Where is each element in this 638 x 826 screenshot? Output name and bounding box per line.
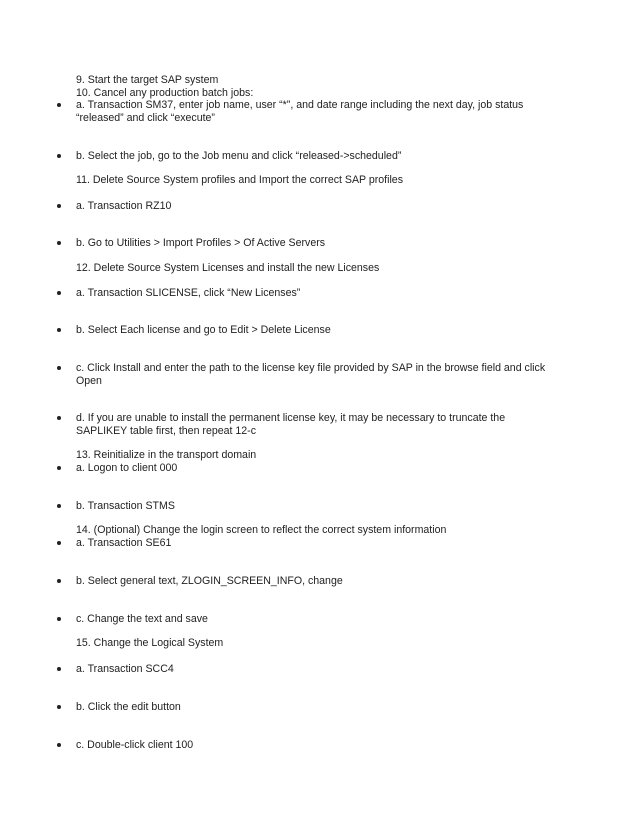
step-12b-item: b. Select Each license and go to Edit > Delete License	[76, 324, 331, 336]
step-15a-item: a. Transaction SCC4	[76, 663, 174, 675]
step-11a-item: a. Transaction RZ10	[76, 200, 172, 212]
bullet-icon	[56, 324, 64, 332]
bullet-icon	[56, 500, 64, 508]
bullet-icon	[56, 613, 64, 621]
bullet-icon	[56, 739, 64, 747]
step-15-heading: 15. Change the Logical System	[76, 637, 224, 649]
bullet-icon	[56, 150, 64, 158]
bullet-icon	[56, 663, 64, 671]
bullet-icon	[56, 362, 64, 370]
step-12d-item: d. If you are unable to install the permanent license key, it may be necessary to truncate the SAPLIKEY table first, then repeat 12-c	[76, 412, 506, 437]
step-14c-item: c. Change the text and save	[76, 613, 208, 625]
step-13a-item: a. Logon to client 000	[76, 462, 178, 474]
step-12c-item: c. Click Install and enter the path to the license key file provided by SAP in the browse field and click Open	[76, 362, 546, 387]
step-11-heading: 11. Delete Source System profiles and Import the correct SAP profiles	[76, 174, 403, 186]
step-10a-item: a. Transaction SM37, enter job name, user “*”, and date range including the next day, job status “released” and click “execute”	[76, 99, 524, 124]
step-15c-item: c. Double-click client 100	[76, 739, 194, 751]
bullet-icon	[56, 412, 64, 420]
bullet-icon	[56, 462, 64, 470]
step-9-heading: 9. Start the target SAP system	[76, 74, 219, 86]
step-14-heading: 14. (Optional) Change the login screen to reflect the correct system information	[76, 524, 447, 536]
bullet-icon	[56, 200, 64, 208]
bullet-icon	[56, 287, 64, 295]
bullet-icon	[56, 237, 64, 245]
bullet-icon	[56, 575, 64, 583]
step-14a-item: a. Transaction SE61	[76, 537, 172, 549]
step-13b-item: b. Transaction STMS	[76, 500, 175, 512]
bullet-icon	[56, 537, 64, 545]
step-10-heading: 10. Cancel any production batch jobs:	[76, 87, 254, 99]
step-11b-item: b. Go to Utilities > Import Profiles > Of Active Servers	[76, 237, 326, 249]
step-10b-item: b. Select the job, go to the Job menu and click “released->scheduled”	[76, 150, 402, 162]
bullet-icon	[56, 701, 64, 709]
bullet-icon	[56, 99, 64, 107]
step-12-heading: 12. Delete Source System Licenses and install the new Licenses	[76, 262, 380, 274]
step-12a-item: a. Transaction SLICENSE, click “New Licenses”	[76, 287, 301, 299]
step-13-heading: 13. Reinitialize in the transport domain	[76, 449, 257, 461]
step-14b-item: b. Select general text, ZLOGIN_SCREEN_INFO, change	[76, 575, 343, 587]
step-15b-item: b. Click the edit button	[76, 701, 181, 713]
